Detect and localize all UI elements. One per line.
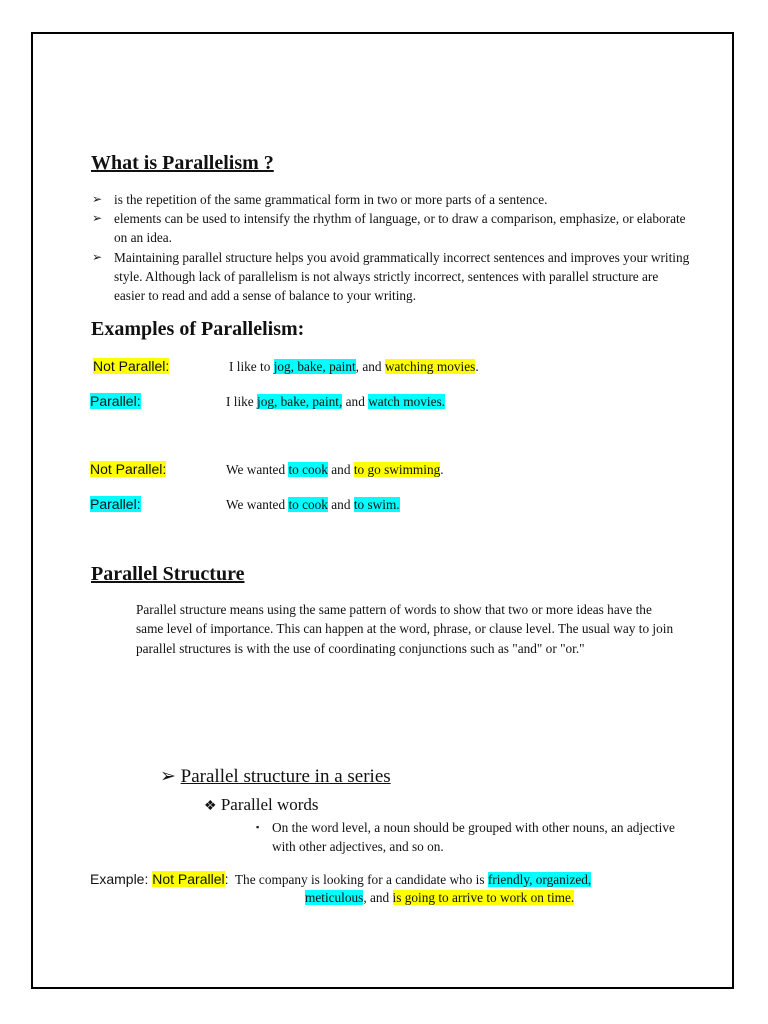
example-label: Not Parallel: (90, 461, 167, 477)
bullet-text: is the repetition of the same grammatical form in two or more parts of a sentence. (114, 192, 548, 207)
arrow-bullet-icon: ➢ (92, 192, 103, 206)
diamond-bullet-icon: ❖ (204, 799, 217, 814)
structure-paragraph: Parallel structure means using the same pattern of words to show that two or more ideas have the same level of importance. This can happen at the word, phrase, or clause level. The usual way to join parallel structures is with the use of coordinating conjunctions such as "and" or "or." (136, 602, 674, 656)
heading-what-is-parallelism: What is Parallelism ? (91, 152, 274, 174)
list-item (92, 209, 692, 247)
example-sentence: I like to jog, bake, paint, and watching movies. (229, 359, 479, 374)
final-example-line2: meticulous, and is going to arrive to work on time. (305, 890, 575, 905)
example-label: Parallel: (90, 393, 141, 409)
arrow-bullet-icon: ➢ (92, 211, 103, 226)
series-heading: ➢ Parallel structure in a series (160, 766, 391, 787)
bullet-text: elements can be used to intensify the rhythm of language, or to draw a comparison, emphasize, or elaborate on an idea. (114, 211, 686, 246)
arrow-bullet-icon: ➢ (92, 249, 103, 264)
list-item: ▪ On the word level, a noun should be grouped with other nouns, an adjective with other adjectives, and so on. (256, 818, 686, 857)
example-sentence: We wanted to cook and to go swimming. (226, 462, 444, 477)
heading-examples: Examples of Parallelism: (91, 318, 305, 340)
list-item (92, 248, 692, 306)
bullet-text: Maintaining parallel structure helps you avoid grammatically incorrect sentences and improves your writing style. Although lack of parallelism is not always strictly incorrect, sentences with parallel structure are easier to read and add a sense of balance to your writing. (114, 249, 690, 304)
heading-parallel-structure: Parallel Structure (91, 563, 245, 585)
example-sentence: We wanted to cook and to swim. (226, 497, 400, 512)
list-item (92, 190, 692, 209)
example-sentence: I like jog, bake, paint, and watch movies. (226, 394, 445, 409)
definition-bullet-list (92, 190, 692, 305)
final-example-line1: Example: Not Parallel: The company is looking for a candidate who is friendly, organized, (90, 871, 592, 887)
arrow-bullet-icon: ➢ (160, 766, 176, 787)
example-label: Parallel: (90, 496, 141, 512)
example-label: Not Parallel: (93, 358, 170, 374)
square-bullet-icon: ▪ (256, 822, 260, 832)
parallel-words-heading: ❖ Parallel words (204, 795, 319, 814)
